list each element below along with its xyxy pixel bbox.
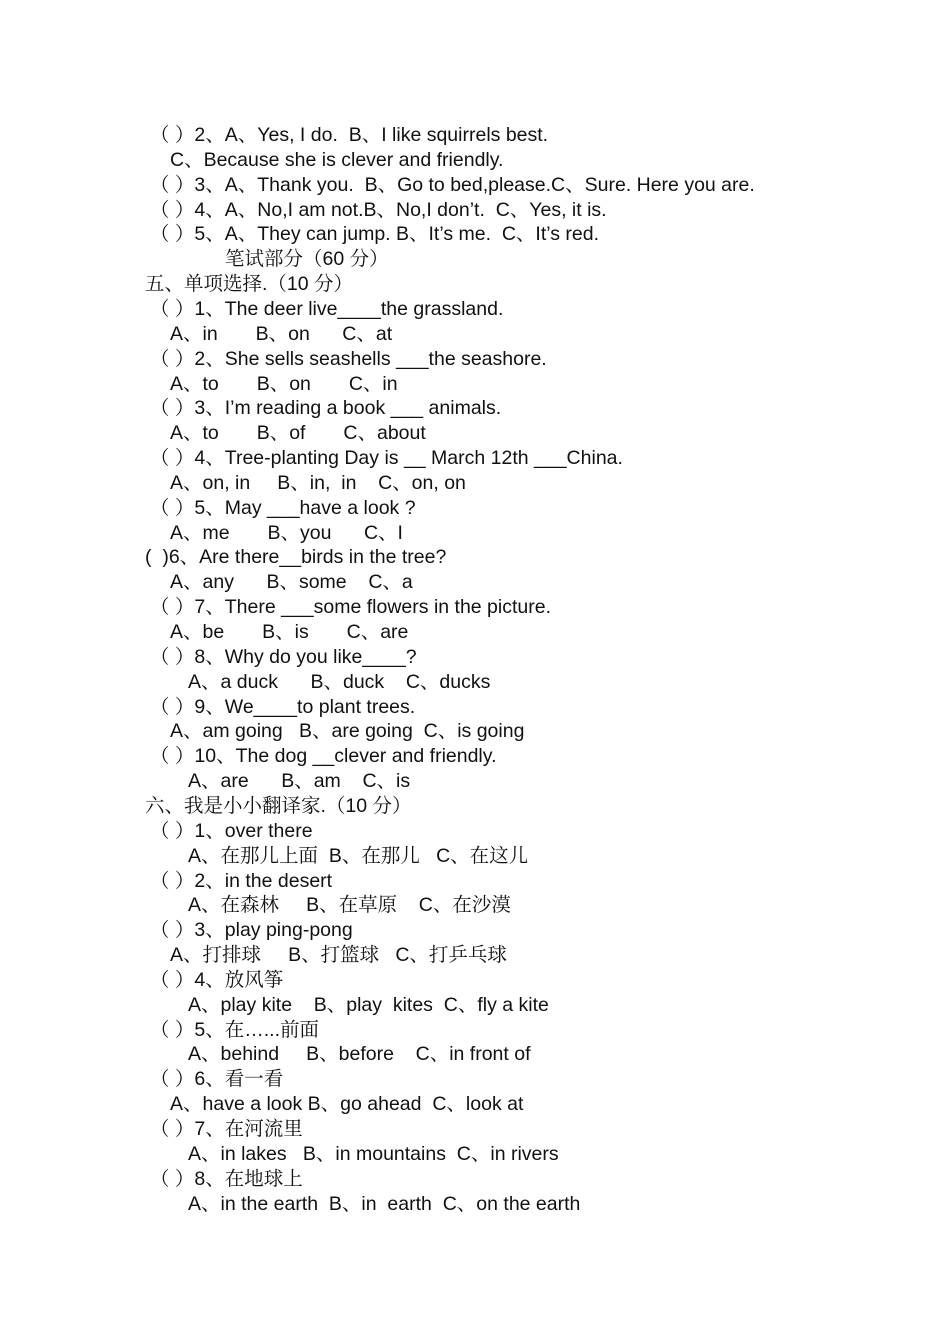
text-line: （ ）7、There ___some flowers in the picture.: [150, 596, 552, 619]
text-line: （ ）6、看一看: [150, 1068, 284, 1091]
text-line: （ ）4、Tree-planting Day is __ March 12th ___China.: [150, 447, 623, 470]
text-line: （ ）5、A、They can jump. B、It’s me. C、It’s red.: [150, 223, 599, 246]
text-line: （ ）1、over there: [150, 819, 313, 842]
text-line: A、me B、you C、I: [170, 521, 403, 544]
text-line: ( )6、Are there__birds in the tree?: [145, 546, 447, 569]
text-line: A、be B、is C、are: [170, 621, 409, 643]
text-line: A、to B、of C、about: [170, 422, 426, 445]
text-line: A、have a look B、go ahead C、look at: [170, 1093, 524, 1116]
text-line: （ ）8、在地球上: [150, 1167, 303, 1190]
text-line: （ ）9、We____to plant trees.: [150, 695, 416, 718]
text-line: （ ）4、放风筝: [150, 968, 284, 991]
text-line: 五、单项选择.（10 分）: [145, 273, 354, 296]
text-line: A、to B、on C、in: [170, 372, 398, 395]
text-line: （ ）3、A、Thank you. B、Go to bed,please.C、Sure. Here you are.: [150, 173, 755, 196]
text-line: A、in lakes B、in mountains C、in rivers: [188, 1142, 559, 1165]
text-line: A、are B、am C、is: [188, 770, 411, 793]
text-line: A、在森林 B、在草原 C、在沙漠: [188, 894, 511, 917]
text-line: （ ）1、The deer live____the grassland.: [150, 297, 504, 320]
text-line: （ ）2、She sells seashells ___the seashore.: [150, 347, 547, 370]
text-line: （ ）2、A、Yes, I do. B、I like squirrels best.: [150, 124, 549, 146]
text-line: A、play kite B、play kites C、fly a kite: [188, 993, 549, 1016]
text-line: A、在那儿上面 B、在那儿 C、在这儿: [188, 844, 529, 867]
text-line: A、am going B、are going C、is going: [170, 720, 525, 743]
text-line: （ ）8、Why do you like____?: [150, 645, 417, 668]
text-line: A、behind B、before C、in front of: [188, 1043, 531, 1066]
text-line: （ ）5、在…...前面: [150, 1018, 320, 1041]
text-line: A、any B、some C、a: [170, 571, 413, 594]
text-line: （ ）10、The dog __clever and friendly.: [150, 745, 497, 768]
text-line: A、in the earth B、in earth C、on the earth: [188, 1192, 581, 1215]
text-line: A、on, in B、in, in C、on, on: [170, 471, 466, 494]
text-line: （ ）5、May ___have a look ?: [150, 496, 416, 519]
text-line: A、a duck B、duck C、ducks: [188, 670, 491, 693]
text-line: A、in B、on C、at: [170, 322, 393, 345]
text-line: C、Because she is clever and friendly.: [170, 148, 504, 171]
text-line: （ ）4、A、No,I am not.B、No,I don’t. C、Yes, it is.: [150, 198, 607, 221]
text-line: （ ）7、在河流里: [150, 1118, 303, 1140]
text-line: A、打排球 B、打篮球 C、打乒乓球: [170, 944, 507, 967]
text-line: 笔试部分（60 分）: [225, 248, 389, 271]
text-line: （ ）3、play ping-pong: [150, 919, 353, 942]
text-line: 六、我是小小翻译家.（10 分）: [145, 794, 412, 817]
text-line: （ ）3、I’m reading a book ___ animals.: [150, 397, 502, 420]
text-line: （ ）2、in the desert: [150, 869, 333, 892]
